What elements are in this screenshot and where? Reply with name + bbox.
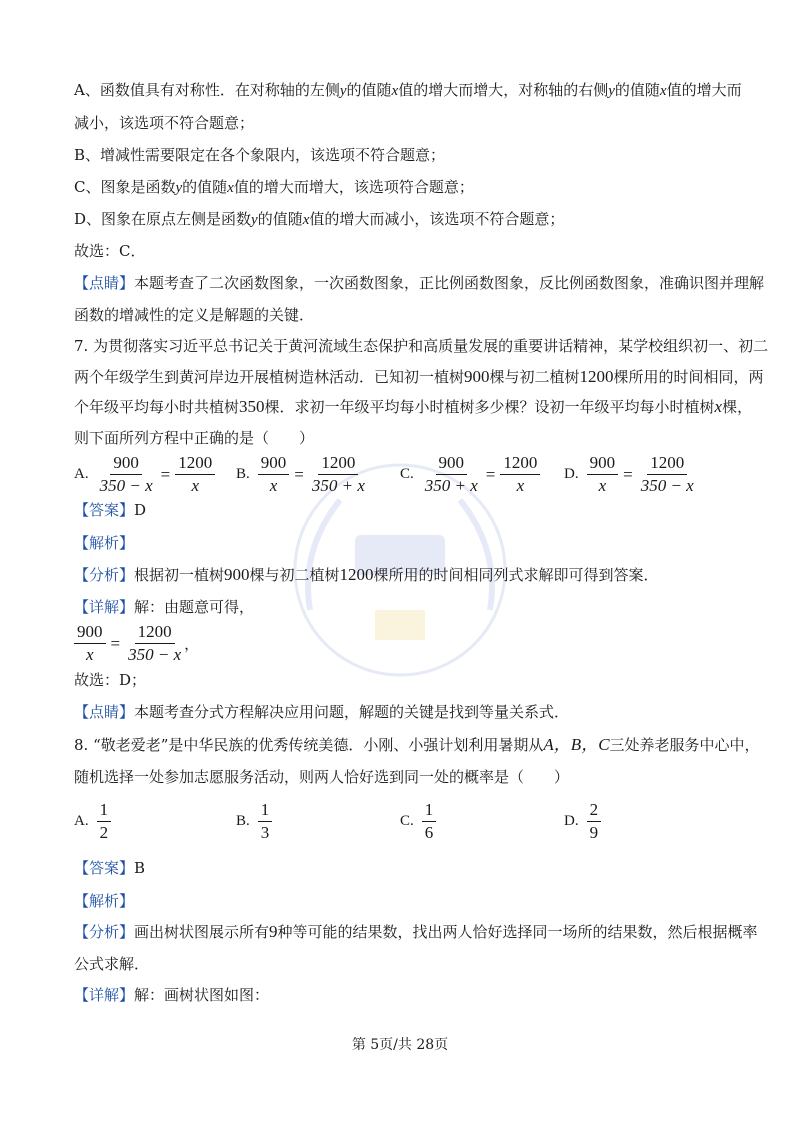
q7-stem-line1: 7. 为贯彻落实习近平总书记关于黄河流域生态保护和高质量发展的重要讲话精神，某学校组织初一、初二 — [74, 337, 769, 355]
analysis-note-line1: 【点睛】本题考查了二次函数图象，一次函数图象，正比例函数图象，反比例函数图象，准确识图并理解 — [74, 274, 765, 292]
q7-stem-line2: 两个年级学生到黄河岸边开展植树造林活动．已知初一植树900棵与初二植树1200棵所用的时间相同，两 — [74, 367, 764, 386]
q7-stem-line3: 个年级平均每小时共植树350棵．求初一年级平均每小时植树多少棵？设初一年级平均每小时植树x棵， — [74, 397, 753, 416]
q8-option-d: D. $\frac{2}{9}$ — [564, 800, 601, 843]
analysis-option-a-line1: A、函数值具有对称性．在对称轴的左侧y的值随x值的增大而增大，对称轴的右侧y的值随x值的增大而 — [74, 81, 742, 99]
q8-fenxi-line2: 公式求解． — [74, 955, 150, 973]
q7-option-b: B. $\frac{900}{x}$ = $\frac{1200}{350 + x}$ — [236, 453, 365, 495]
q7-option-c: C. $\frac{900}{350 + x}$ = $\frac{1200}{x}$ — [400, 453, 540, 496]
q8-jiexi: 【解析】 — [74, 892, 135, 910]
analysis-choose: 故选：C． — [74, 242, 146, 260]
q8-stem-line1: 8. “敬老爱老”是中华民族的优秀传统美德．小刚、小强计划利用暑期从A，B，C三处养老服务中心中， — [74, 735, 760, 754]
q7-detail: 【详解】解：由题意可得， — [74, 598, 255, 616]
page-footer: 第 5页/共 28页 — [351, 1037, 449, 1053]
analysis-note-line2: 函数的增减性的定义是解题的关键． — [74, 306, 315, 324]
q7-option-d: D. $\frac{900}{x}$ = $\frac{1200}{350 - x}$ — [564, 453, 694, 495]
q7-fenxi: 【分析】根据初一植树900棵与初二植树1200棵所用的时间相同列式求解即可得到答案． — [74, 565, 659, 584]
analysis-option-a-line2: 减小，该选项不符合题意； — [74, 114, 255, 132]
q7-option-a: A. $\frac{900}{350 - x}$ = $\frac{1200}{x}$ — [74, 453, 215, 496]
q7-stem-line4: 则下面所列方程中正确的是（ ） — [74, 429, 315, 447]
analysis-option-b: B、增减性需要限定在各个象限内，该选项不符合题意； — [74, 146, 446, 164]
q8-option-c: C. $\frac{1}{6}$ — [400, 800, 436, 843]
note-tag: 【点睛】 — [74, 274, 135, 292]
q8-detail: 【详解】解：画树状图如图： — [74, 986, 270, 1004]
q7-equation: $\frac{900}{x}$ = $\frac{1200}{350 - x}$ ， — [74, 622, 199, 665]
q7-note: 【点睛】本题考查分式方程解决应用问题，解题的关键是找到等量关系式． — [74, 703, 570, 721]
q7-choose: 故选：D； — [74, 671, 147, 689]
q8-option-b: B. $\frac{1}{3}$ — [236, 800, 272, 843]
q8-stem-line2: 随机选择一处参加志愿服务活动，则两人恰好选到同一处的概率是（ ） — [74, 768, 570, 786]
q7-jiexi: 【解析】 — [74, 534, 135, 552]
analysis-option-d: D、图象在原点左侧是函数y的值随x值的增大而减小，该选项不符合题意； — [74, 210, 565, 228]
q8-fenxi-line1: 【分析】画出树状图展示所有9种等可能的结果数，找出两人恰好选择同一场所的结果数，然后根据概率 — [74, 922, 758, 941]
q8-answer: 【答案】B — [74, 859, 146, 877]
q8-option-a: A. $\frac{1}{2}$ — [74, 800, 111, 843]
analysis-option-c: C、图象是函数y的值随x值的增大而增大，该选项符合题意； — [74, 178, 474, 196]
q7-answer: 【答案】D — [74, 501, 147, 519]
